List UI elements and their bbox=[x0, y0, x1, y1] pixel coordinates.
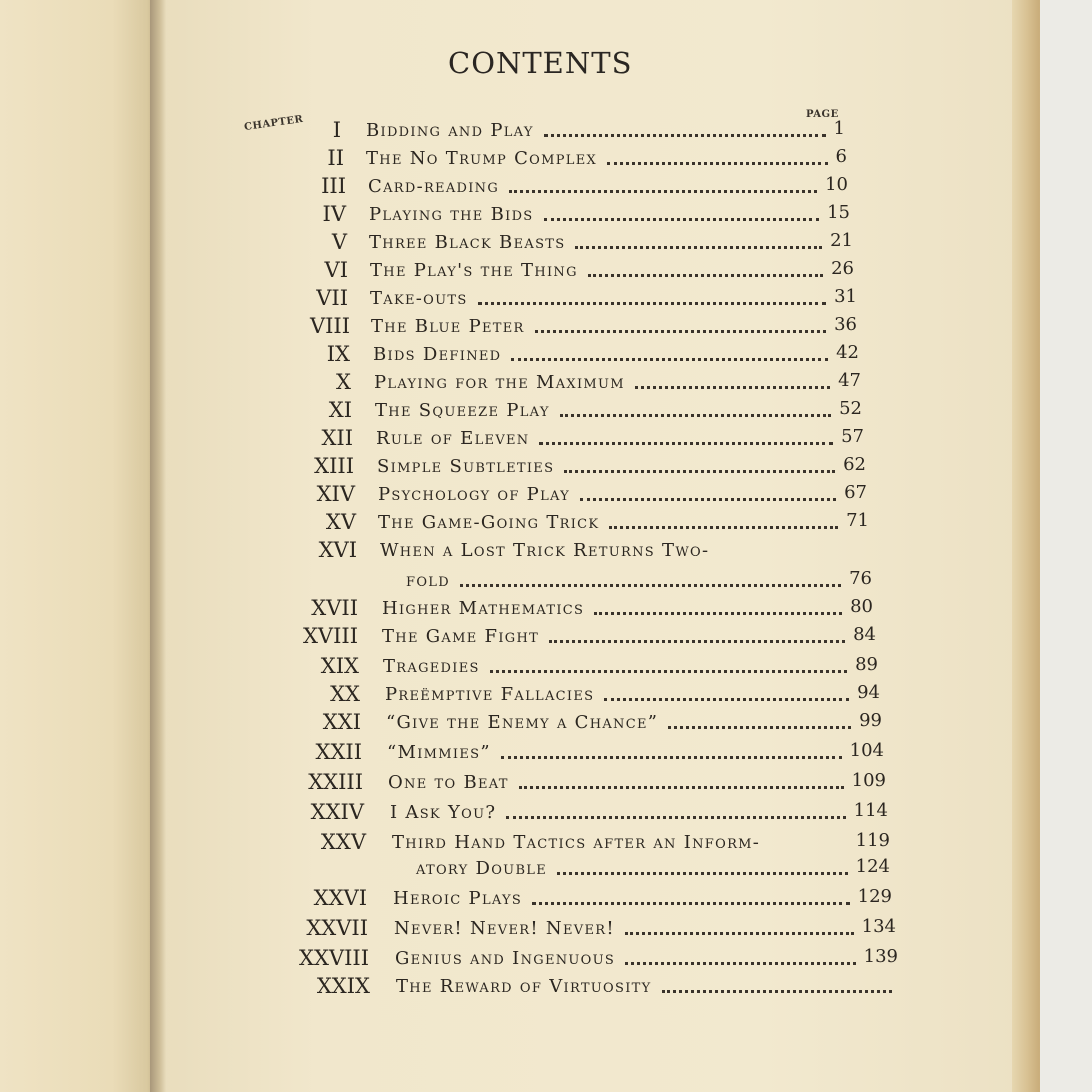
chapter-numeral: IV bbox=[322, 202, 346, 226]
page-number: 129 bbox=[857, 886, 892, 907]
page-number: 76 bbox=[849, 568, 872, 589]
dot-leader bbox=[478, 302, 827, 305]
page-number: 139 bbox=[863, 946, 898, 967]
dot-leader bbox=[460, 584, 841, 587]
chapter-title: The Game Fight bbox=[382, 626, 540, 647]
page-number: 10 bbox=[825, 174, 848, 195]
page-number: 80 bbox=[850, 596, 873, 617]
chapter-numeral: XXI bbox=[322, 710, 361, 734]
page-number: 47 bbox=[838, 370, 861, 391]
chapter-title: Tragedies bbox=[383, 656, 480, 677]
dot-leader bbox=[625, 932, 854, 935]
dot-leader bbox=[544, 218, 820, 221]
chapter-title: Genius and Ingenuous bbox=[395, 948, 616, 969]
chapter-numeral: V bbox=[331, 230, 347, 254]
chapter-title: One to Beat bbox=[388, 772, 509, 793]
page-number: 36 bbox=[834, 314, 857, 335]
chapter-numeral: XI bbox=[328, 398, 352, 422]
page-number: 99 bbox=[859, 710, 882, 731]
chapter-numeral: XXVII bbox=[306, 916, 368, 940]
page-number: 15 bbox=[827, 202, 850, 223]
chapter-title: I Ask You? bbox=[390, 802, 497, 823]
chapter-column-label: CHAPTER bbox=[243, 113, 305, 134]
page-number: 119 bbox=[855, 830, 890, 851]
dot-leader bbox=[635, 386, 830, 389]
page-number: 21 bbox=[830, 230, 853, 251]
dot-leader bbox=[609, 526, 838, 529]
chapter-numeral: XVII bbox=[311, 596, 358, 620]
page-number: 94 bbox=[857, 682, 880, 703]
chapter-title: The Blue Peter bbox=[371, 316, 525, 337]
chapter-numeral: XXVI bbox=[313, 886, 367, 910]
dot-leader bbox=[557, 872, 848, 875]
chapter-numeral: VII bbox=[316, 286, 348, 310]
chapter-title: The Reward of Virtuosity bbox=[396, 976, 652, 997]
chapter-numeral: X bbox=[336, 370, 351, 394]
chapter-title: Take-outs bbox=[370, 288, 468, 309]
chapter-numeral: XXIII bbox=[308, 770, 363, 794]
dot-leader bbox=[580, 498, 836, 501]
dot-leader bbox=[607, 162, 827, 165]
dot-leader bbox=[604, 698, 849, 701]
chapter-numeral: II bbox=[327, 146, 344, 170]
chapter-title: Heroic Plays bbox=[393, 888, 523, 909]
chapter-title: Psychology of Play bbox=[378, 484, 571, 505]
dot-leader bbox=[535, 330, 826, 333]
chapter-title: Third Hand Tactics after an Inform- bbox=[392, 832, 761, 853]
page-number: 62 bbox=[843, 454, 866, 475]
dot-leader bbox=[564, 470, 835, 473]
chapter-title: The Squeeze Play bbox=[375, 400, 550, 421]
page-number: 1 bbox=[833, 118, 845, 139]
page-number: 109 bbox=[851, 770, 886, 791]
dot-leader bbox=[594, 612, 842, 615]
page-number: 42 bbox=[836, 342, 859, 363]
chapter-numeral: IX bbox=[326, 342, 350, 366]
page-number: 6 bbox=[835, 146, 847, 167]
chapter-title: Never! Never! Never! bbox=[394, 918, 615, 939]
chapter-title: Bidding and Play bbox=[366, 120, 534, 141]
dot-leader bbox=[560, 414, 831, 417]
page-number: 31 bbox=[834, 286, 857, 307]
chapter-numeral: XVIII bbox=[302, 624, 358, 648]
chapter-title: Playing for the Maximum bbox=[374, 372, 625, 393]
chapter-numeral: VI bbox=[324, 258, 348, 282]
chapter-numeral: XXII bbox=[315, 740, 362, 764]
chapter-title: Bids Defined bbox=[373, 344, 502, 365]
chapter-title: “Mimmies” bbox=[387, 742, 491, 763]
chapter-numeral: XVI bbox=[318, 538, 357, 562]
page-number: 26 bbox=[831, 258, 854, 279]
chapter-numeral: XXVIII bbox=[299, 946, 369, 970]
dot-leader bbox=[511, 358, 828, 361]
dot-leader bbox=[532, 902, 850, 905]
dot-leader bbox=[625, 962, 856, 965]
chapter-title: Rule of Eleven bbox=[376, 428, 530, 449]
page-column-label: PAGE bbox=[806, 109, 839, 120]
chapter-title: atory Double bbox=[416, 858, 548, 879]
dot-leader bbox=[509, 190, 817, 193]
dot-leader bbox=[506, 816, 845, 819]
chapter-title: Three Black Beasts bbox=[369, 232, 566, 253]
dot-leader bbox=[539, 442, 833, 445]
chapter-numeral: XV bbox=[325, 510, 356, 534]
dot-leader bbox=[662, 990, 892, 993]
chapter-title: fold bbox=[406, 570, 450, 591]
chapter-numeral: I bbox=[332, 118, 341, 142]
chapter-title: “Give the Enemy a Chance” bbox=[386, 712, 659, 733]
page-number: 124 bbox=[855, 856, 890, 877]
chapter-numeral: III bbox=[321, 174, 346, 198]
chapter-numeral: XXIX bbox=[316, 974, 370, 998]
chapter-numeral: VIII bbox=[309, 314, 350, 338]
dot-leader bbox=[490, 670, 847, 673]
chapter-title: Simple Subtleties bbox=[377, 456, 555, 477]
chapter-title: The Play's the Thing bbox=[370, 260, 578, 281]
dot-leader bbox=[544, 134, 826, 137]
page-number: 57 bbox=[841, 426, 864, 447]
page-number: 104 bbox=[849, 740, 884, 761]
chapter-title: Playing the Bids bbox=[369, 204, 534, 225]
chapter-numeral: XIII bbox=[314, 454, 354, 478]
page-number: 114 bbox=[853, 800, 888, 821]
chapter-numeral: XXV bbox=[320, 830, 366, 854]
dot-leader bbox=[575, 246, 822, 249]
page-number: 67 bbox=[844, 482, 867, 503]
chapter-title: Higher Mathematics bbox=[382, 598, 585, 619]
page-number: 71 bbox=[846, 510, 869, 531]
chapter-title: When a Lost Trick Returns Two- bbox=[380, 540, 710, 561]
chapter-numeral: XIV bbox=[316, 482, 355, 506]
dot-leader bbox=[668, 726, 851, 729]
chapter-numeral: XIX bbox=[320, 654, 359, 678]
chapter-numeral: XXIV bbox=[310, 800, 364, 824]
dot-leader bbox=[588, 274, 823, 277]
chapter-title: Preëmptive Fallacies bbox=[385, 684, 595, 705]
dot-leader bbox=[549, 640, 845, 643]
page-number: 89 bbox=[855, 654, 878, 675]
dot-leader bbox=[519, 786, 844, 789]
page-number: 84 bbox=[853, 624, 876, 645]
chapter-title: Card-reading bbox=[368, 176, 500, 197]
chapter-numeral: XII bbox=[321, 426, 353, 450]
dot-leader bbox=[501, 756, 842, 759]
chapter-numeral: XX bbox=[330, 682, 360, 706]
contents-heading: CONTENTS bbox=[448, 46, 633, 80]
chapter-title: The Game-Going Trick bbox=[378, 512, 600, 533]
page-number: 134 bbox=[861, 916, 896, 937]
page-number: 52 bbox=[839, 398, 862, 419]
chapter-title: The No Trump Complex bbox=[366, 148, 598, 169]
